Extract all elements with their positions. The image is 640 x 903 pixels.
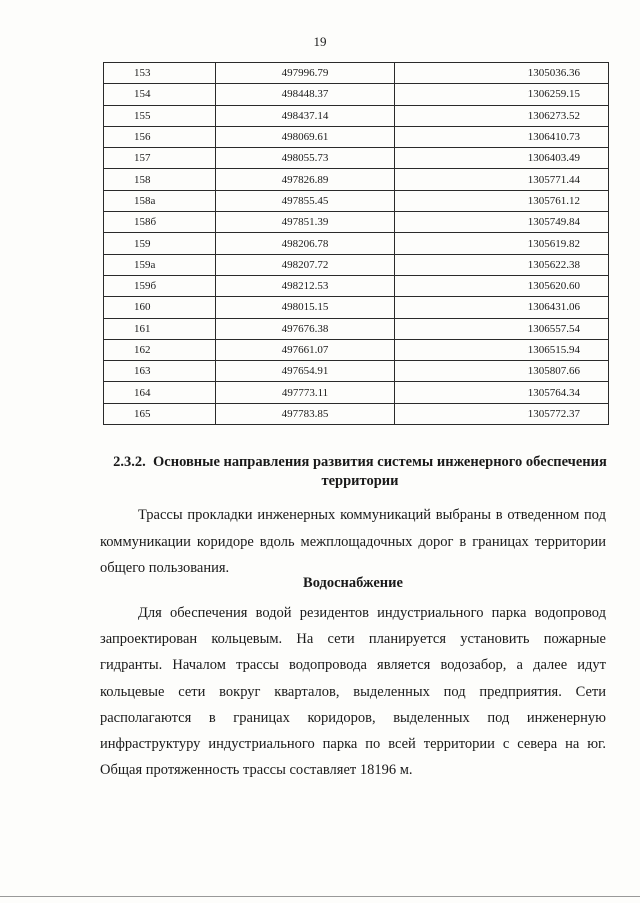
table-row	[104, 275, 609, 296]
point-number-cell: 161	[104, 318, 216, 339]
y-coordinate-cell: 1305619.82	[395, 233, 609, 254]
point-number-cell: 159б	[104, 275, 216, 296]
x-coordinate-cell: 498015.15	[216, 297, 395, 318]
section-title: Основные направления развития системы инженерного обеспечения территории	[153, 454, 607, 489]
x-coordinate-cell: 497783.85	[216, 403, 395, 424]
section-heading	[110, 453, 610, 491]
x-coordinate-cell: 497676.38	[216, 318, 395, 339]
x-coordinate-cell: 497996.79	[216, 63, 395, 84]
y-coordinate-cell: 1305622.38	[395, 254, 609, 275]
x-coordinate-cell: 497851.39	[216, 212, 395, 233]
water-supply-paragraph: Для обеспечения водой резидентов индустриального парка водопровод запроектирован кольцевым. На сети планируется установить пожарные гидранты. Началом трассы водопровода является водозабор, а далее идут кольцевые сети вокруг кварталов, выделенных под предприятия. Сети располагаются в границах коридоров, выделенных под инженерную инфраструктуру индустриального парка по всей территории с севера на юг. Общая протяженность трассы составляет 18196 м.	[100, 605, 606, 779]
x-coordinate-cell: 498437.14	[216, 105, 395, 126]
page-number: 19	[313, 34, 327, 49]
x-coordinate-cell: 498206.78	[216, 233, 395, 254]
page-bottom-edge	[0, 896, 640, 897]
point-number-cell: 162	[104, 339, 216, 360]
section-number: 2.3.2.	[113, 454, 146, 470]
point-number-cell: 164	[104, 382, 216, 403]
table-row	[104, 233, 609, 254]
table-row	[104, 126, 609, 147]
y-coordinate-cell: 1306403.49	[395, 148, 609, 169]
point-number-cell: 155	[104, 105, 216, 126]
y-coordinate-cell: 1306431.06	[395, 297, 609, 318]
point-number-cell: 156	[104, 126, 216, 147]
water-supply-heading: Водоснабжение	[303, 575, 403, 591]
point-number-cell: 159а	[104, 254, 216, 275]
point-number-cell: 153	[104, 63, 216, 84]
table-row	[104, 254, 609, 275]
intro-paragraph: Трассы прокладки инженерных коммуникаций выбраны в отведенном под коммуникации коридоре вдоль межплощадочных дорог в границах территории общего пользования.	[100, 507, 606, 576]
x-coordinate-cell: 497661.07	[216, 339, 395, 360]
point-number-cell: 158	[104, 169, 216, 190]
table-row	[104, 361, 609, 382]
point-number-cell: 158б	[104, 212, 216, 233]
x-coordinate-cell: 498055.73	[216, 148, 395, 169]
table-row	[104, 339, 609, 360]
x-coordinate-cell: 498448.37	[216, 84, 395, 105]
table-row	[104, 318, 609, 339]
point-number-cell: 160	[104, 297, 216, 318]
table-row	[104, 148, 609, 169]
point-number-cell: 159	[104, 233, 216, 254]
y-coordinate-cell: 1305807.66	[395, 361, 609, 382]
table-row	[104, 84, 609, 105]
table-row	[104, 63, 609, 84]
y-coordinate-cell: 1306410.73	[395, 126, 609, 147]
x-coordinate-cell: 498069.61	[216, 126, 395, 147]
x-coordinate-cell: 497773.11	[216, 382, 395, 403]
table-row	[104, 403, 609, 424]
y-coordinate-cell: 1305620.60	[395, 275, 609, 296]
x-coordinate-cell: 497855.45	[216, 190, 395, 211]
x-coordinate-cell: 497654.91	[216, 361, 395, 382]
point-number-cell: 165	[104, 403, 216, 424]
table-row	[104, 382, 609, 403]
point-number-cell: 158а	[104, 190, 216, 211]
y-coordinate-cell: 1305749.84	[395, 212, 609, 233]
table-row	[104, 105, 609, 126]
table-row	[104, 190, 609, 211]
y-coordinate-cell: 1306515.94	[395, 339, 609, 360]
y-coordinate-cell: 1305036.36	[395, 63, 609, 84]
table-row	[104, 169, 609, 190]
table-row	[104, 297, 609, 318]
y-coordinate-cell: 1305761.12	[395, 190, 609, 211]
point-number-cell: 157	[104, 148, 216, 169]
point-number-cell: 154	[104, 84, 216, 105]
y-coordinate-cell: 1306273.52	[395, 105, 609, 126]
x-coordinate-cell: 498207.72	[216, 254, 395, 275]
table-row	[104, 212, 609, 233]
y-coordinate-cell: 1305764.34	[395, 382, 609, 403]
point-number-cell: 163	[104, 361, 216, 382]
y-coordinate-cell: 1306557.54	[395, 318, 609, 339]
coordinates-table	[103, 62, 609, 425]
y-coordinate-cell: 1306259.15	[395, 84, 609, 105]
x-coordinate-cell: 497826.89	[216, 169, 395, 190]
coordinates-table-body	[104, 63, 609, 425]
x-coordinate-cell: 498212.53	[216, 275, 395, 296]
y-coordinate-cell: 1305771.44	[395, 169, 609, 190]
y-coordinate-cell: 1305772.37	[395, 403, 609, 424]
